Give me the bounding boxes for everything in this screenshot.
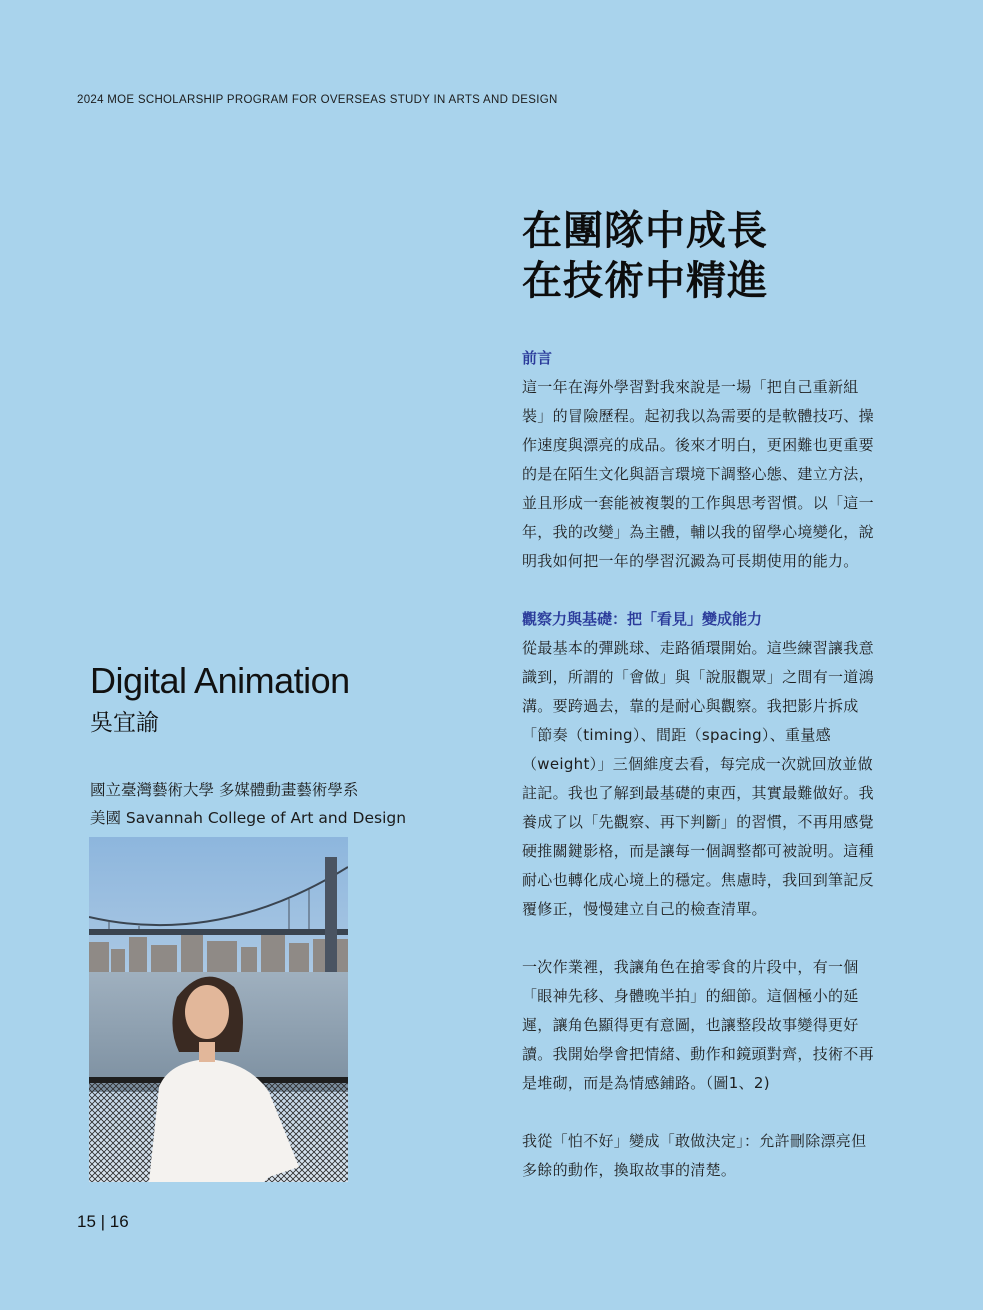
- text-line: 裝」的冒險歷程。起初我以為需要的是軟體技巧、操: [522, 407, 874, 425]
- article-title: [522, 206, 768, 306]
- section-heading-observation: 觀察力與基礎：把「看見」變成能力: [522, 610, 763, 628]
- text-line: 是堆砌，而是為情感鋪路。（圖1、2): [522, 1074, 770, 1092]
- text-line: 遲，讓角色顯得更有意圖，也讓整段故事變得更好: [522, 1016, 859, 1034]
- school-info: [90, 776, 406, 832]
- text-line: 註記。我也了解到最基礎的東西，其實最難做好。我: [522, 784, 874, 802]
- paragraph-detail: [522, 953, 902, 1098]
- text-line: 從最基本的彈跳球、走路循環開始。這些練習讓我意: [522, 639, 874, 657]
- text-line: 這一年在海外學習對我來說是一場「把自己重新組: [522, 378, 859, 396]
- text-line: 覆修正，慢慢建立自己的檢查清單。: [522, 900, 767, 918]
- text-line: 年，我的改變」為主體，輔以我的留學心境變化，說: [522, 523, 874, 541]
- text-line: 溝。要跨過去，靠的是耐心與觀察。我把影片拆成: [522, 697, 859, 715]
- school-us: 美國 Savannah College of Art and Design: [90, 809, 407, 827]
- text-line: 識到，所謂的「會做」與「說服觀眾」之間有一道鴻: [522, 668, 874, 686]
- paragraph-decision: [522, 1127, 902, 1185]
- student-profile: [90, 660, 406, 832]
- text-line: 一次作業裡，我讓角色在搶零食的片段中，有一個: [522, 958, 859, 976]
- text-line: 作速度與漂亮的成品。後來才明白，更困難也更重要: [522, 436, 874, 454]
- text-line: 明我如何把一年的學習沉澱為可長期使用的能力。: [522, 552, 859, 570]
- text-line: 讀。我開始學會把情緒、動作和鏡頭對齊，技術不再: [522, 1045, 874, 1063]
- school-taiwan: 國立臺灣藝術大學 多媒體動畫藝術學系: [90, 781, 359, 799]
- article-body: [522, 344, 902, 1185]
- paragraph-intro: [522, 373, 902, 576]
- text-line: 硬推關鍵影格，而是讓每一個調整都可被說明。這種: [522, 842, 874, 860]
- text-line: 我從「怕不好」變成「敢做決定」：允許刪除漂亮但: [522, 1132, 867, 1150]
- text-line: 多餘的動作，換取故事的清楚。: [522, 1161, 737, 1179]
- text-line: 「眼神先移、身體晚半拍」的細節。這個極小的延: [522, 987, 859, 1005]
- text-line: （weight）」三個維度去看，每完成一次就回放並做: [522, 755, 873, 773]
- section-heading-intro: 前言: [522, 349, 553, 367]
- text-line: 耐心也轉化成心境上的穩定。焦慮時，我回到筆記反: [522, 871, 874, 889]
- portrait-photo: [89, 837, 348, 1182]
- text-line: 的是在陌生文化與語言環境下調整心態、建立方法，: [522, 465, 874, 483]
- text-line: 養成了以「先觀察、再下判斷」的習慣，不再用感覺: [522, 813, 874, 831]
- title-line-2: 在技術中精進: [522, 258, 768, 304]
- student-name: 吳宜諭: [90, 710, 159, 736]
- running-header: 2024 MOE SCHOLARSHIP PROGRAM FOR OVERSEAS STUDY IN ARTS AND DESIGN: [77, 94, 558, 106]
- paragraph-observation: [522, 634, 902, 924]
- page-numbers: 15 | 16: [77, 1212, 129, 1231]
- title-line-1: 在團隊中成長: [522, 208, 768, 254]
- text-line: 並且形成一套能被複製的工作與思考習慣。以「這一: [522, 494, 874, 512]
- department-title: Digital Animation: [90, 660, 350, 701]
- text-line: 「節奏（timing）、間距（spacing）、重量感: [522, 726, 831, 744]
